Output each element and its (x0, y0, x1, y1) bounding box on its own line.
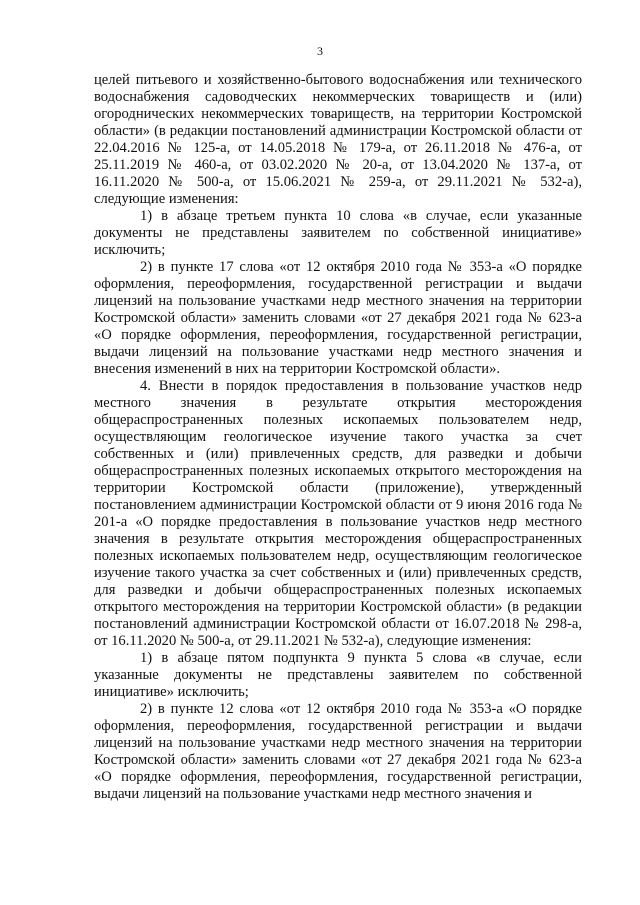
paragraph-item-1-section-4: 1) в абзаце пятом подпункта 9 пункта 5 слова «в случае, если указанные документы не представлены заявителем по собственной инициативе» исключить; (94, 650, 582, 700)
paragraph-continuation: целей питьевого и хозяйственно-бытового водоснабжения или технического водоснабжения садоводческих некоммерческих товариществ и (или) огороднических некоммерческих товариществ, на территории Костромской области» (в редакции постановлений администрации Костромской области от 22.04.2016 № 125-а, от 14.05.2018 № 179-а, от 26.11.2018 № 476-а, от 25.11.2019 № 460-а, от 03.02.2020 № 20-а, от 13.04.2020 № 137-а, от 16.11.2020 № 500-а, от 15.06.2021 № 259-а, от 29.11.2021 № 532-а), следующие изменения: (94, 72, 582, 207)
paragraph-item-2: 2) в пункте 17 слова «от 12 октября 2010 года № 353-а «О порядке оформления, переоформления, государственной регистрации и выдачи лицензий на пользование участками недр местного значения на территории Костромской области» заменить словами «от 27 декабря 2021 года № 623-а «О порядке оформления, переоформления, государственной регистрации, выдачи лицензий на пользование участками недр местного значения и внесения изменений в них на территории Костромской области». (94, 259, 582, 377)
paragraph-item-1: 1) в абзаце третьем пункта 10 слова «в случае, если указанные документы не представлены заявителем по собственной инициативе» исключить; (94, 208, 582, 258)
page-number: 3 (317, 44, 323, 58)
paragraph-section-4: 4. Внести в порядок предоставления в пользование участков недр местного значения в результате открытия месторождения общераспространенных полезных ископаемых пользователем недр, осуществляющим геологическое изучение такого участка за счет собственных и (или) привлеченных средств, для разведки и добычи общераспространенных полезных ископаемых открытого месторождения на территории Костромской области (приложение), утвержденный постановлением администрации Костромской области от 9 июня 2016 года № 201-а «О порядке предоставления в пользование участков недр местного значения в результате открытия месторождения общераспространенных полезных ископаемых пользователем недр, осуществляющим геологическое изучение такого участка за счет собственных и (или) привлеченных средств, для разведки и добычи общераспространенных полезных ископаемых открытого месторождения на территории Костромской области» (в редакции постановлений администрации Костромской области от 16.07.2018 № 298-а, от 16.11.2020 № 500-а, от 29.11.2021 № 532-а), следующие изменения: (94, 378, 582, 649)
document-body (94, 72, 582, 803)
paragraph-item-2-section-4: 2) в пункте 12 слова «от 12 октября 2010 года № 353-а «О порядке оформления, переоформления, государственной регистрации и выдачи лицензий на пользование участками недр местного значения на территории Костромской области» заменить словами «от 27 декабря 2021 года № 623-а «О порядке оформления, переоформления, государственной регистрации, выдачи лицензий на пользование участками недр местного значения и (94, 701, 582, 802)
